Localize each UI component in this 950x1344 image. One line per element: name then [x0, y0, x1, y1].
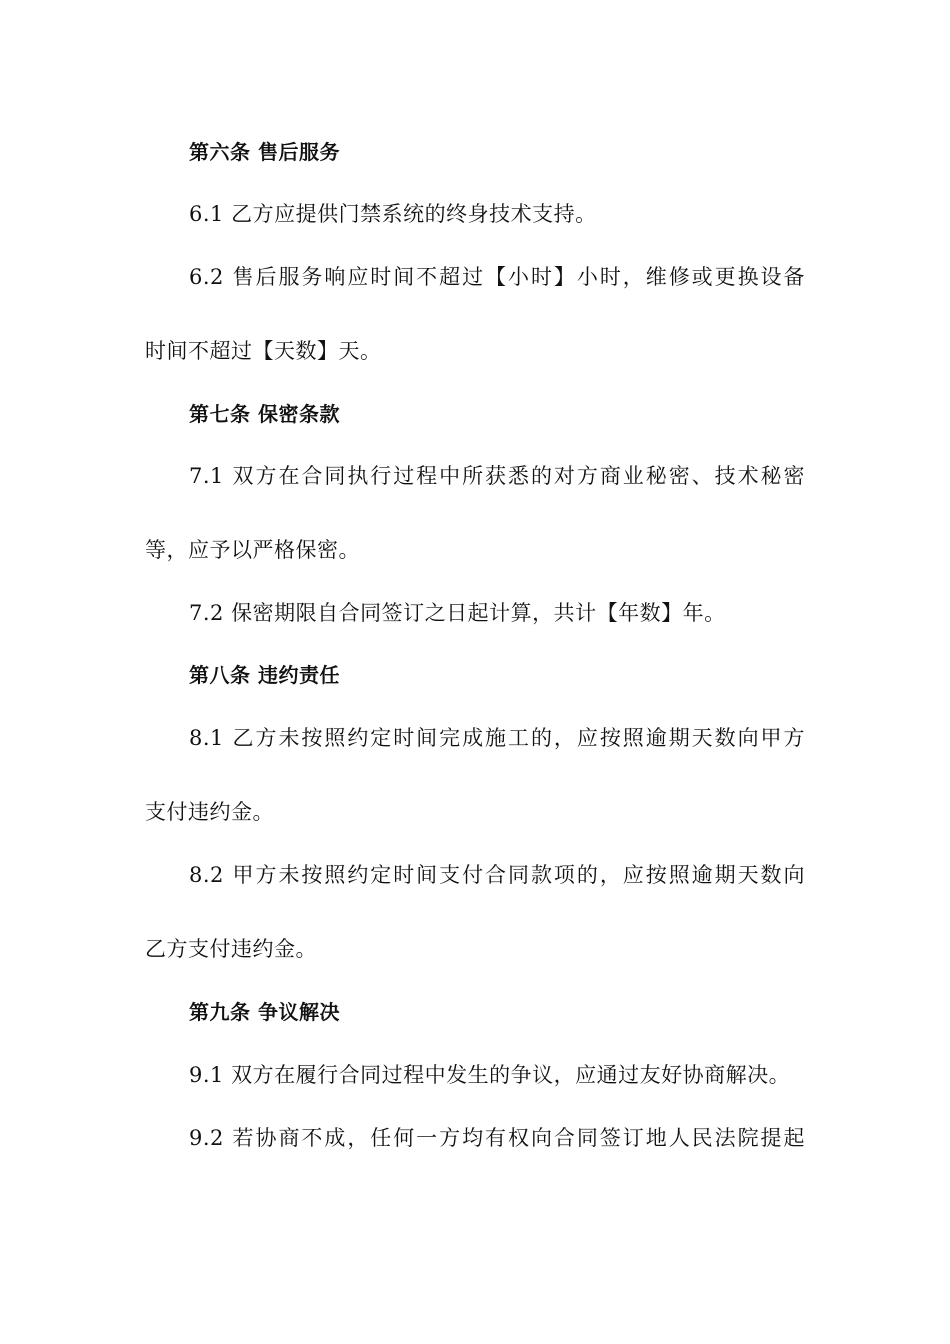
- clause-8-1-line-1: 8.1 乙方未按照约定时间完成施工的，应按照逾期天数向甲方: [189, 726, 805, 750]
- section-heading-6: 第六条 售后服务: [189, 140, 340, 164]
- clause-6-2-line-2: 时间不超过【天数】天。: [145, 339, 382, 363]
- clause-8-2-line-1: 8.2 甲方未按照约定时间支付合同款项的，应按照逾期天数向: [189, 863, 805, 887]
- clause-7-1-line-1: 7.1 双方在合同执行过程中所获悉的对方商业秘密、技术秘密: [189, 464, 805, 488]
- clause-9-1: 9.1 双方在履行合同过程中发生的争议，应通过友好协商解决。: [189, 1063, 791, 1087]
- clause-8-1-line-2: 支付违约金。: [145, 800, 274, 824]
- clause-7-1-line-2: 等，应予以严格保密。: [145, 538, 360, 562]
- clause-8-2-line-2: 乙方支付违约金。: [145, 937, 317, 961]
- section-heading-8: 第八条 违约责任: [189, 663, 340, 687]
- clause-6-1: 6.1 乙方应提供门禁系统的终身技术支持。: [189, 202, 597, 226]
- clause-6-2-line-1: 6.2 售后服务响应时间不超过【小时】小时，维修或更换设备: [189, 265, 805, 289]
- clause-7-2: 7.2 保密期限自合同签订之日起计算，共计【年数】年。: [189, 601, 726, 625]
- clause-9-2-line-1: 9.2 若协商不成，任何一方均有权向合同签订地人民法院提起: [189, 1126, 805, 1150]
- section-heading-7: 第七条 保密条款: [189, 402, 340, 426]
- section-heading-9: 第九条 争议解决: [189, 1000, 340, 1024]
